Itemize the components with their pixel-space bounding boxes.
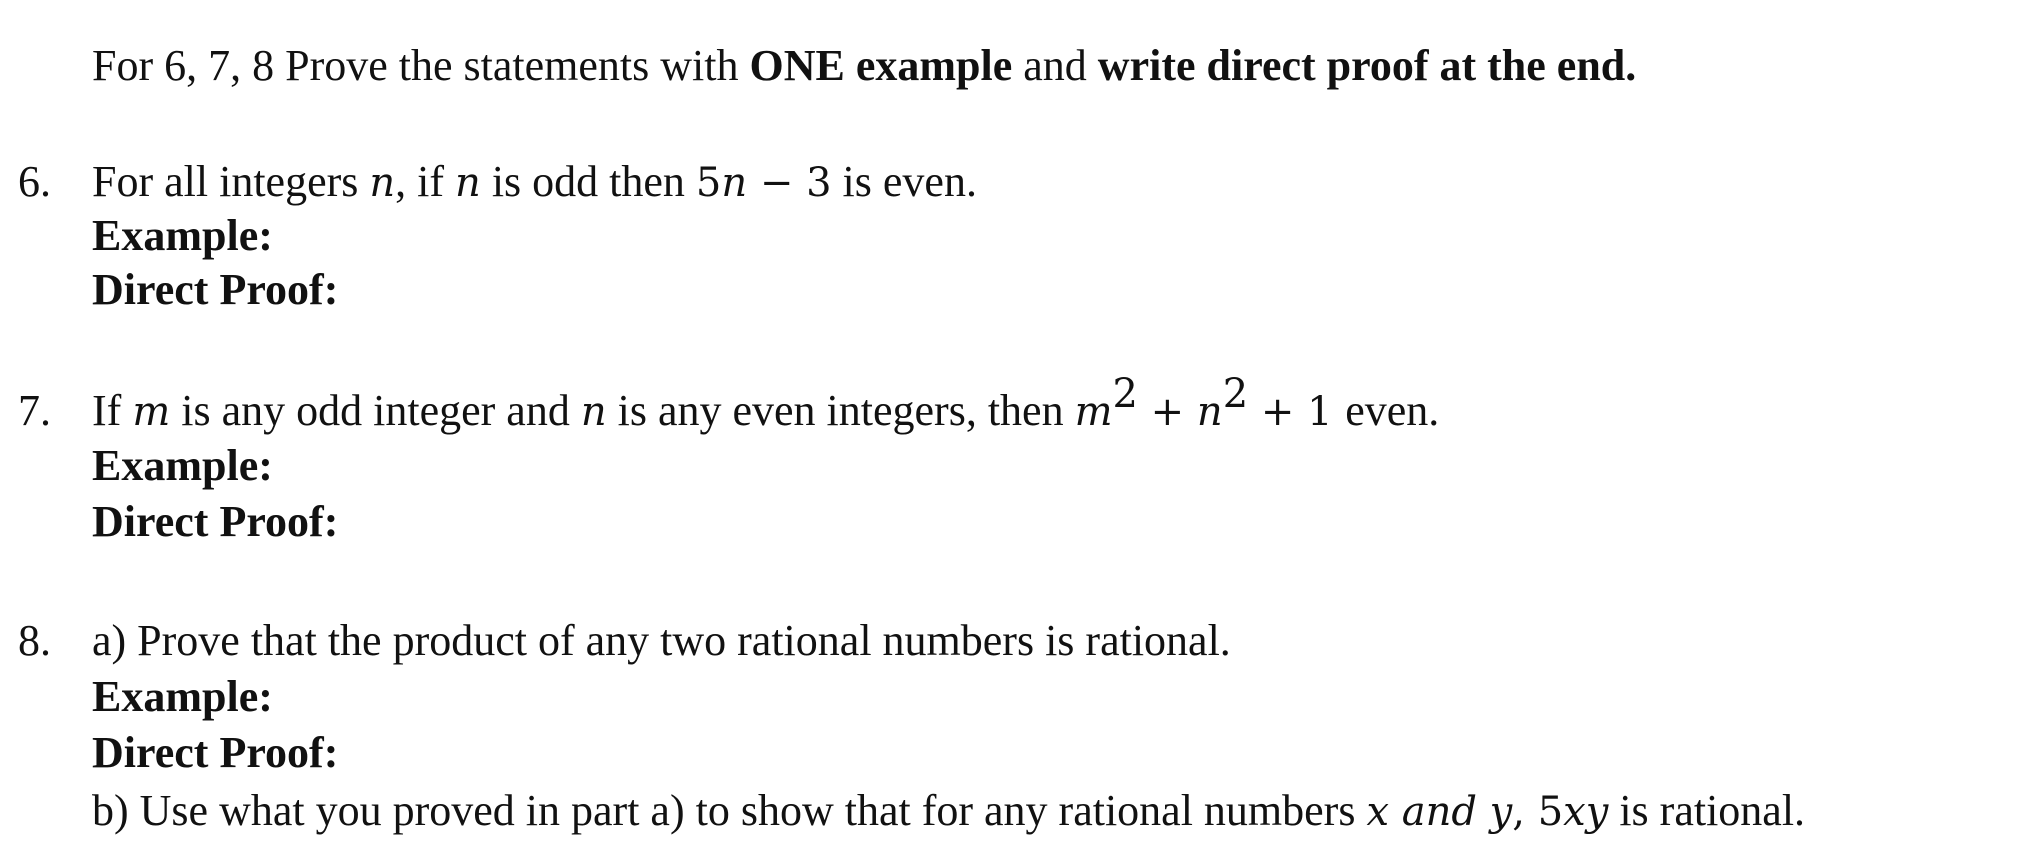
math-expr: + [1137,389,1197,435]
problem-8-number: 8. [18,616,51,665]
text-segment: is even. [831,157,977,206]
problem-6-example-label: Example: [92,211,273,260]
math-var: xy [1563,789,1609,835]
text-segment: is odd then [480,157,696,206]
math-var: m [132,389,171,435]
math-var: n [369,160,396,206]
text-segment: If [92,386,133,435]
problem-6-direct-proof-label: Direct Proof: [92,265,339,314]
math-var: n [580,389,607,435]
problem-7-example-label: Example: [92,441,273,490]
problem-8-example-label: Example: [92,672,273,721]
math-exponent: 2 [1222,371,1249,417]
math-expr: − 3 [747,160,832,206]
instructions-bold-one-example: ONE example [749,41,1013,90]
math-expr: , 5 [1512,789,1564,835]
problem-6-statement [92,156,977,209]
instructions-line [92,40,1636,92]
problem-8b-statement [92,785,1805,838]
instructions-and: and [1012,41,1098,90]
text-segment: is any odd integer and [170,386,581,435]
text-segment: , if [395,157,456,206]
math-var: n [721,160,748,206]
problem-8a-statement: a) Prove that the product of any two rational numbers is rational. [92,616,1231,665]
problem-7-number: 7. [18,386,51,435]
text-segment: is any even integers, then [606,386,1075,435]
math-var: n [455,160,481,206]
instructions-prefix: For 6, 7, 8 Prove the statements with [92,41,750,90]
math-exponent: 2 [1112,371,1138,417]
text-segment: is rational. [1608,786,1806,835]
problem-7-statement [92,371,1440,438]
problem-6-number: 6. [18,157,51,206]
math-var: n [1196,389,1223,435]
instructions-bold-direct-proof: write direct proof at the end. [1097,41,1637,90]
text-segment: even. [1345,386,1440,435]
math-var: m [1074,389,1113,435]
problem-7-direct-proof-label: Direct Proof: [92,497,339,546]
text-segment: b) Use what you proved in part a) to show that for any rational numbers [92,786,1367,835]
math-var: x and y [1366,789,1513,835]
problem-8-direct-proof-label: Direct Proof: [92,728,339,777]
math-expr: + 1 [1248,389,1346,435]
text-segment: For all integers [92,157,370,206]
math-const: 5 [695,160,722,206]
